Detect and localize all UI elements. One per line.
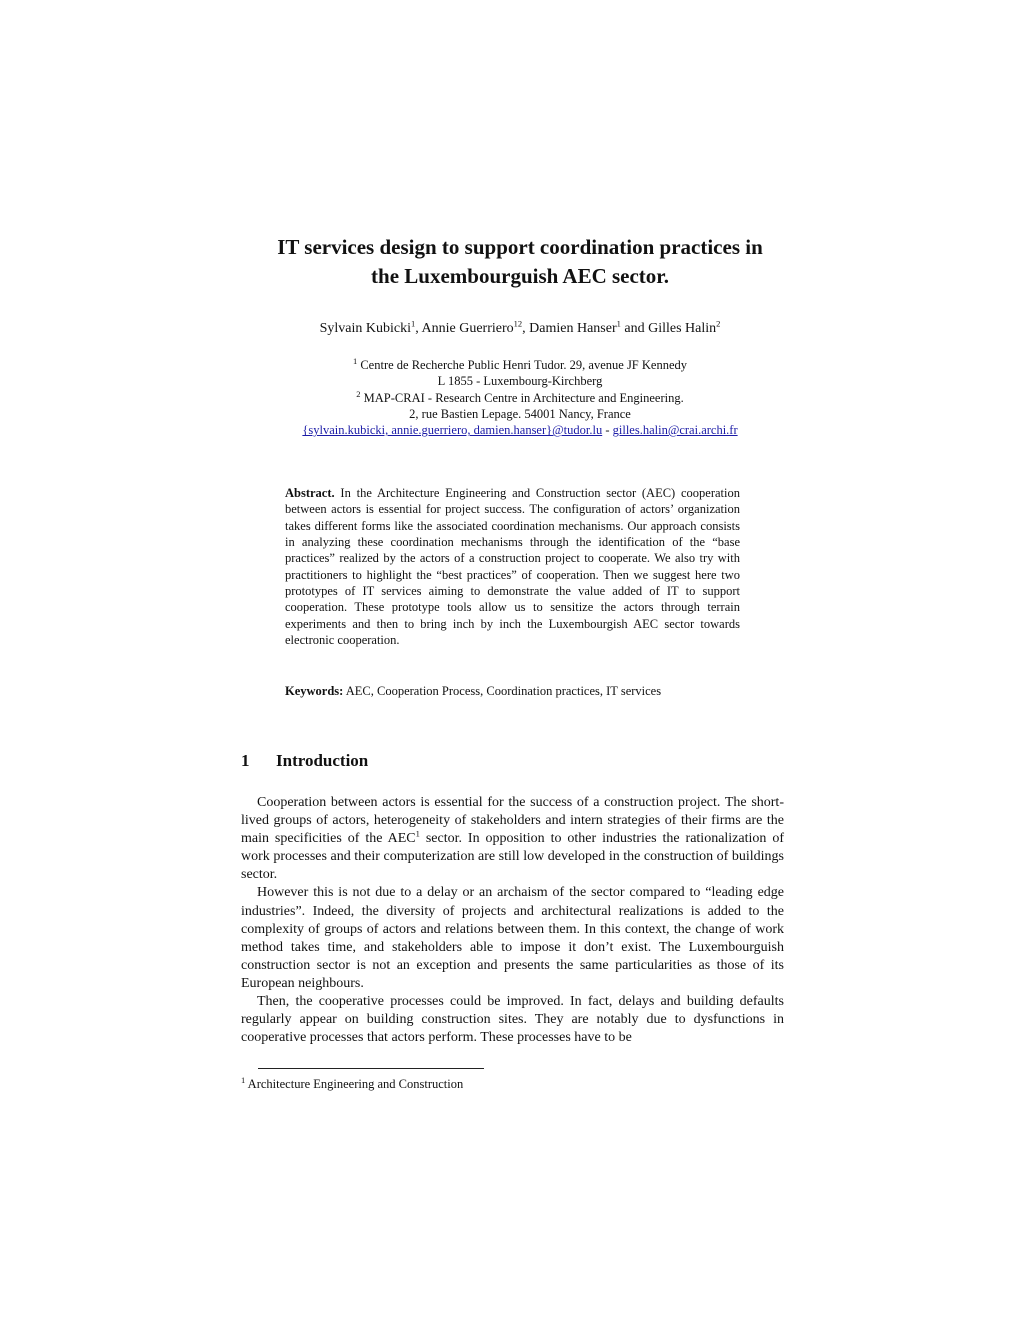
paragraph-1-text-b: sector. In opposition to other industries the rationalization of work processes and their computerization are still low developed in the construction of buildings sector.: [241, 831, 784, 883]
affiliation-2-line-1: [200, 390, 840, 406]
author-affiliation-mark: 1: [616, 318, 621, 329]
abstract-label: Abstract.: [285, 486, 335, 500]
section-body: [241, 794, 784, 1047]
author-separator: ,: [522, 321, 530, 336]
section-heading: [241, 750, 741, 772]
affiliation-1-text: Centre de Recherche Public Henri Tudor. 29, avenue JF Kennedy: [357, 358, 688, 372]
footnote: [241, 1076, 741, 1092]
keywords-text: AEC, Cooperation Process, Coordination practices, IT services: [343, 684, 662, 698]
abstract-text: In the Architecture Engineering and Construction sector (AEC) cooperation between actors is essential for project success. The configuration of actors’ organization takes different forms like the associated coordination mechanisms. Our approach consists in analyzing these coordination mechanisms through the identification of the “base practices” realized by the actors of a construction project to cooperate. We also try with practitioners to highlight the “best practices” of cooperation. Then we suggest here two prototypes of IT services aiming to demonstrate the value added of IT to support cooperation. These prototype tools allow us to sensitize the actors through terrain experiments and then to bring inch by inch the Luxembourgish AEC sector towards electronic cooperation.: [285, 486, 740, 648]
paragraph-1: [241, 794, 784, 884]
author-name: Damien Hanser: [529, 321, 617, 336]
affiliation-1-line-1: [200, 357, 840, 373]
section-title: Introduction: [276, 751, 369, 770]
author-name: Sylvain Kubicki: [319, 321, 412, 336]
email-link-tudor[interactable]: {sylvain.kubicki, annie.guerriero, damien.hanser}@tudor.lu: [302, 423, 603, 438]
author-list: [200, 320, 840, 338]
paragraph-1-text-a: Cooperation between actors is essential for the success of a construction project. The short-lived groups of actors, heterogeneity of stakeholders and intern strategies of their firms are the main specificities of the AEC: [241, 795, 784, 847]
affiliation-1-line-2: L 1855 - Luxembourg-Kirchberg: [437, 374, 603, 389]
author-separator: ,: [415, 321, 422, 336]
affiliations: [200, 357, 840, 438]
footnote-text: Architecture Engineering and Construction: [245, 1077, 464, 1091]
affiliation-2-mark: 2: [356, 388, 361, 399]
author-name: Annie Guerriero: [421, 321, 514, 336]
footnote-divider: [258, 1068, 484, 1069]
author-name: Gilles Halin: [648, 321, 717, 336]
footnote-reference: 1: [415, 828, 420, 839]
email-link-crai[interactable]: gilles.halin@crai.archi.fr: [612, 423, 738, 438]
author-affiliation-mark: 12: [513, 318, 523, 329]
affiliation-2-text: MAP-CRAI - Research Centre in Architecture and Engineering.: [360, 390, 684, 405]
affiliation-2-line-2: 2, rue Bastien Lepage. 54001 Nancy, France: [409, 406, 631, 421]
keywords-label: Keywords:: [285, 684, 344, 698]
title-line-1: IT services design to support coordination practices in: [277, 235, 763, 259]
author-separator: and: [620, 321, 649, 336]
section-number: 1: [241, 751, 250, 770]
email-separator: -: [602, 423, 613, 438]
author-affiliation-mark: 1: [411, 318, 416, 329]
author-affiliation-mark: 2: [716, 318, 721, 329]
email-line: [200, 422, 840, 438]
paragraph-3: Then, the cooperative processes could be improved. In fact, delays and building defaults regularly appear on building construction sites. They are notably due to dysfunctions in cooperative processes that actors perform. These processes have to be: [241, 994, 784, 1046]
paragraph-2: However this is not due to a delay or an archaism of the sector compared to “leading edge industries”. Indeed, the diversity of projects and architectural realizations is added to the complexity of groups of actors and relations between them. In this context, the change of work method takes time, and stakeholders able to impose it don’t exist. The Luxembourguish construction sector is not an exception and presents the same particularities as those of its European neighbours.: [241, 885, 784, 991]
abstract: [285, 485, 740, 648]
title-line-2: the Luxembourguish AEC sector.: [371, 264, 669, 288]
paper-title: [200, 233, 840, 291]
affiliation-1-mark: 1: [352, 355, 358, 366]
footnote-mark: 1: [241, 1074, 246, 1085]
keywords: [285, 683, 745, 699]
